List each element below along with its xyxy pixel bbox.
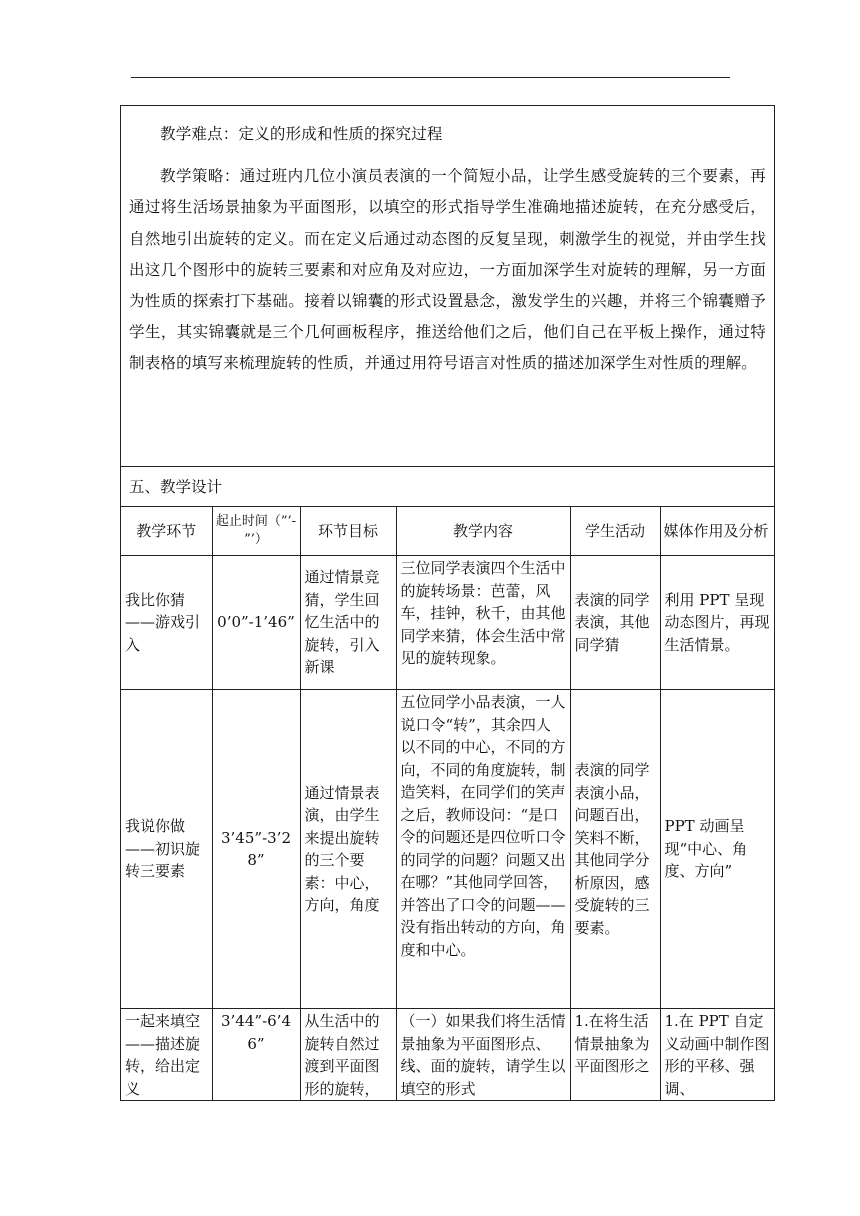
teaching-design-table <box>121 507 775 1101</box>
table-cell: 表演的同学表演，其他同学猜 <box>570 556 660 690</box>
table-cell: 3’44”-6’46” <box>212 1009 300 1102</box>
header-rule <box>131 77 730 78</box>
table-cell: 通过情景竞猜，学生回忆生活中的旋转，引入新课 <box>300 556 396 690</box>
document-frame <box>120 105 775 1101</box>
table-cell: 1.在将生活情景抽象为平面图形之 <box>570 1009 660 1102</box>
header-cell: 媒体作用及分析 <box>660 507 775 556</box>
table-cell: 1.在 PPT 自定义动画中制作图形的平移、强调、 <box>660 1009 775 1102</box>
teaching-strategy-paragraph: 教学策略：通过班内几位小演员表演的一个简短小品，让学生感受旋转的三个要素，再通过将生活场景抽象为平面图形，以填空的形式指导学生准确地描述旋转，在充分感受后，自然地引出旋转的定义。而在定义后通过动态图的反复呈现，刺激学生的视觉，并由学生找出这几个图形中的旋转三要素和对应角及对应边，一方面加深学生对旋转的理解，另一方面为性质的探索打下基础。接着以锦囊的形式设置悬念，激发学生的兴趣，并将三个锦囊赠予学生，其实锦囊就是三个几何画板程序，推送给他们之后，他们自己在平板上操作，通过特制表格的填写来梳理旋转的性质，并通过用符号语言对性质的描述加深学生对性质的理解。 <box>129 167 766 373</box>
intro-cell <box>121 106 774 467</box>
header-cell: 教学内容 <box>396 507 570 556</box>
table-cell: 一起来填空——描述旋转，给出定义 <box>121 1009 212 1102</box>
section-title: 五、教学设计 <box>121 467 774 507</box>
table-cell: 0’0”-1’46” <box>212 556 300 690</box>
table-row <box>121 556 775 690</box>
table-cell: （一）如果我们将生活情景抽象为平面图形点、线、面的旋转，请学生以填空的形式 <box>396 1009 570 1102</box>
teaching-difficulty-line: 教学难点：定义的形成和性质的探究过程 <box>160 125 443 143</box>
table-cell: 3’45”-3’28” <box>212 690 300 1009</box>
header-cell: 起止时间（”’- ”’） <box>212 507 300 556</box>
header-cell: 环节目标 <box>300 507 396 556</box>
table-cell: 三位同学表演四个生活中的旋转场景：芭蕾，风车，挂钟，秋千，由其他同学来猜，体会生活中常见的旋转现象。 <box>396 556 570 690</box>
table-cell: 我比你猜——游戏引入 <box>121 556 212 690</box>
table-header-row <box>121 507 775 556</box>
table-cell: 五位同学小品表演，一人说口令“转”，其余四人以不同的中心，不同的方向，不同的角度旋转，制造笑料，在同学们的笑声之后，教师设问：“是口令的问题还是四位听口令的同学的问题？问题又出在哪？”其他同学回答，并答出了口令的问题——没有指出转动的方向，角度和中心。 <box>396 690 570 1009</box>
table-cell: 我说你做——初识旋转三要素 <box>121 690 212 1009</box>
header-cell: 学生活动 <box>570 507 660 556</box>
table-row <box>121 1009 775 1102</box>
header-cell: 教学环节 <box>121 507 212 556</box>
table-cell: 从生活中的旋转自然过渡到平面图形的旋转， <box>300 1009 396 1102</box>
table-cell: 通过情景表演，由学生来提出旋转的三个要素：中心，方向，角度 <box>300 690 396 1009</box>
table-row <box>121 690 775 1009</box>
table-cell: 利用 PPT 呈现动态图片，再现生活情景。 <box>660 556 775 690</box>
table-cell: 表演的同学表演小品，问题百出，笑料不断，其他同学分析原因，感受旋转的三要素。 <box>570 690 660 1009</box>
table-cell: PPT 动画呈现“中心、角度、方向” <box>660 690 775 1009</box>
